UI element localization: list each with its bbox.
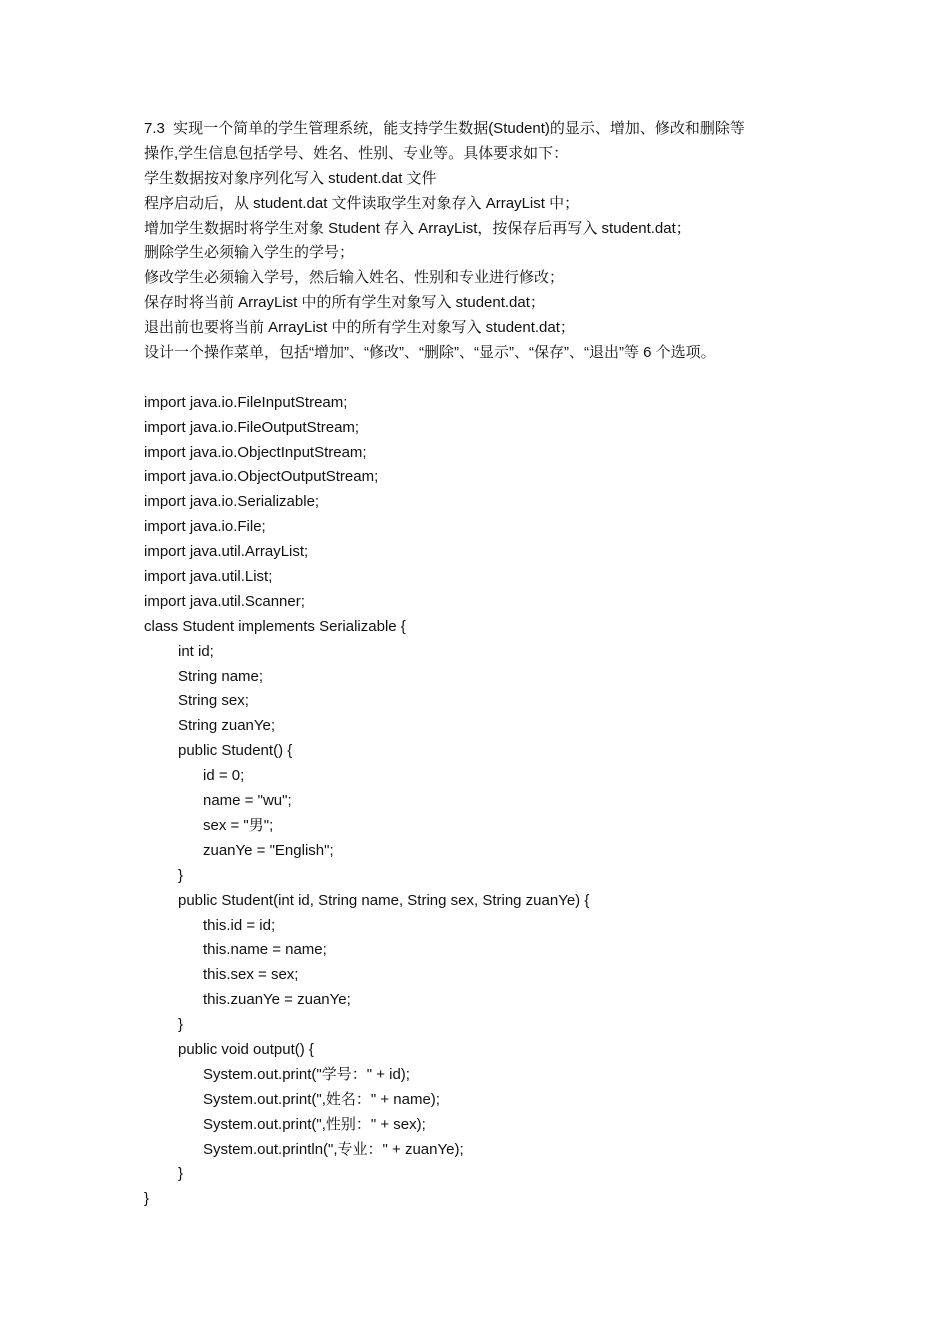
code-line: this.name = name;	[203, 941, 327, 959]
code-line: this.id = id;	[203, 916, 276, 934]
code-line: this.zuanYe = zuanYe;	[203, 991, 351, 1009]
code-line: String sex;	[178, 692, 249, 710]
requirement-line: 增加学生数据时将学生对象 Student 存入 ArrayList，按保存后再写入 student.dat；	[144, 219, 691, 237]
problem-title-line: 7.3 实现一个简单的学生管理系统，能支持学生数据(Student)的显示、增加、修改和删除等	[144, 120, 745, 137]
code-line: public Student() {	[178, 742, 293, 760]
code-line: String zuanYe;	[178, 717, 276, 735]
code-line: }	[178, 866, 184, 884]
document-content	[144, 117, 824, 1212]
code-line: import java.io.ObjectOutputStream;	[144, 468, 379, 486]
code-line: this.sex = sex;	[203, 966, 299, 984]
code-line: import java.io.ObjectInputStream;	[144, 443, 367, 461]
code-line: public Student(int id, String name, String sex, String zuanYe) {	[178, 891, 590, 909]
code-line: public void output() {	[178, 1040, 314, 1058]
requirement-line: 设计一个操作菜单，包括“增加”、“修改”、“删除”、“显示”、“保存”、“退出”等 6 个选项。	[144, 344, 716, 362]
code-line: import java.io.FileOutputStream;	[144, 418, 360, 436]
code-line: }	[178, 1016, 184, 1034]
code-line: import java.io.Serializable;	[144, 493, 320, 511]
code-line: import java.util.Scanner;	[144, 592, 305, 610]
requirement-line: 学生数据按对象序列化写入 student.dat 文件	[144, 169, 437, 187]
code-line: import java.io.File;	[144, 518, 266, 536]
code-line: System.out.println(",专业：" + zuanYe);	[203, 1140, 464, 1158]
code-line: zuanYe = "English";	[203, 841, 334, 859]
code-line: System.out.print(",姓名：" + name);	[203, 1090, 440, 1108]
code-line: int id;	[178, 642, 214, 660]
code-line: import java.io.FileInputStream;	[144, 393, 348, 411]
problem-text-line: 操作,学生信息包括学号、姓名、性别、专业等。具体要求如下：	[144, 144, 569, 162]
code-line: }	[144, 1190, 150, 1208]
paragraph-gap	[144, 366, 824, 391]
problem-statement	[144, 117, 824, 366]
requirement-line: 退出前也要将当前 ArrayList 中的所有学生对象写入 student.dat；	[144, 319, 575, 337]
code-line: String name;	[178, 667, 264, 685]
requirement-line: 程序启动后，从 student.dat 文件读取学生对象存入 ArrayList 中；	[144, 194, 580, 212]
code-line: System.out.print(",性别：" + sex);	[203, 1115, 426, 1133]
code-line: import java.util.List;	[144, 568, 273, 586]
code-line: class Student implements Serializable {	[144, 617, 406, 635]
code-line: name = "wu";	[203, 792, 292, 810]
code-line: import java.util.ArrayList;	[144, 543, 309, 561]
code-line: }	[178, 1165, 184, 1183]
requirement-line: 删除学生必须输入学生的学号；	[144, 244, 355, 262]
code-listing	[144, 391, 824, 1212]
requirement-line: 保存时将当前 ArrayList 中的所有学生对象写入 student.dat；	[144, 294, 545, 312]
code-line: System.out.print("学号：" + id);	[203, 1065, 410, 1083]
code-line: id = 0;	[203, 767, 245, 785]
requirement-line: 修改学生必须输入学号，然后输入姓名、性别和专业进行修改；	[144, 269, 565, 287]
code-line: sex = "男";	[203, 816, 274, 834]
